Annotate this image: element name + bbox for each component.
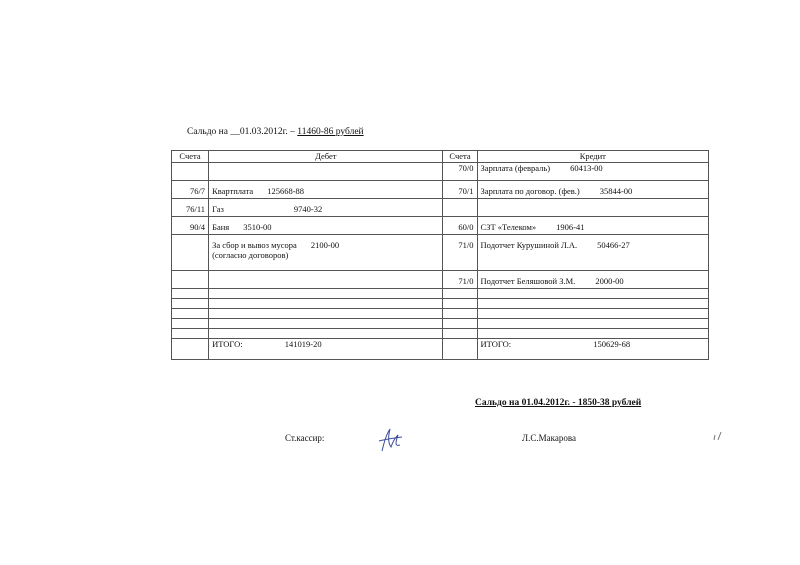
credit-item-name: СЗТ «Телеком»	[480, 222, 537, 232]
credit-cell	[477, 235, 708, 271]
opening-balance	[187, 127, 364, 137]
credit-cell	[477, 271, 708, 289]
credit-cell	[477, 163, 708, 181]
opening-amount: 11460-86 рублей	[297, 127, 364, 137]
table-row	[172, 271, 709, 289]
opening-date: 01.03.2012г. –	[239, 127, 295, 137]
totals-row	[172, 339, 709, 360]
debit-item-amount: 3510-00	[243, 222, 272, 232]
header-debit: Дебет	[209, 151, 443, 163]
table-row	[172, 289, 709, 299]
table-row	[172, 217, 709, 235]
closing-balance: Сальдо на 01.04.2012г. - 1850-38 рублей	[475, 398, 642, 408]
debit-item-amount: 9740-32	[293, 204, 323, 214]
debit-account-cell: 76/11	[172, 199, 209, 217]
credit-item-name: Зарплата по договор. (фев.)	[480, 186, 580, 196]
debit-item-name: Газ	[212, 204, 224, 214]
credit-item-name: Зарплата (февраль)	[480, 163, 551, 173]
debit-total-label: ИТОГО:	[212, 339, 243, 349]
table-row	[172, 309, 709, 319]
debit-item-amount: 125668-88	[267, 186, 305, 196]
credit-account-cell	[443, 199, 477, 217]
debit-item-name: За сбор и вывоз мусора	[212, 240, 297, 250]
credit-total-label: ИТОГО:	[480, 339, 512, 349]
credit-account-cell: 71/0	[443, 235, 477, 271]
table-row	[172, 329, 709, 339]
debit-item-amount: 2100-00	[310, 240, 340, 250]
table-row	[172, 181, 709, 199]
opening-prefix: Сальдо на __	[187, 127, 240, 137]
credit-account-cell: 60/0	[443, 217, 477, 235]
credit-account-cell: 70/0	[443, 163, 477, 181]
credit-item-amount: 50466-27	[597, 240, 630, 250]
signature-name: Л.С.Макарова	[522, 433, 576, 443]
debit-cell	[209, 199, 443, 217]
debit-cell	[209, 181, 443, 199]
credit-total-amount: 150629-68	[593, 339, 631, 349]
debit-total-amount: 141019-20	[284, 339, 322, 349]
header-credit: Кредит	[477, 151, 708, 163]
header-debit-account: Счета	[172, 151, 209, 163]
credit-item-amount: 60413-00	[570, 163, 603, 173]
table-row	[172, 199, 709, 217]
debit-account-cell	[172, 271, 209, 289]
debit-total	[209, 339, 443, 360]
debit-account-cell: 90/4	[172, 217, 209, 235]
credit-item-amount: 2000-00	[595, 276, 624, 286]
debit-item-name: Баня	[212, 222, 230, 232]
debit-item-name: Квартплата	[212, 186, 254, 196]
table-row	[172, 235, 709, 271]
debit-cell	[209, 217, 443, 235]
credit-account-cell: 70/1	[443, 181, 477, 199]
debit-cell	[209, 271, 443, 289]
credit-item-amount: 35844-00	[599, 186, 633, 196]
credit-account-cell: 71/0	[443, 271, 477, 289]
credit-cell	[477, 199, 708, 217]
credit-cell	[477, 181, 708, 199]
debit-account-cell	[172, 163, 209, 181]
header-credit-account: Счета	[443, 151, 477, 163]
ledger-body	[172, 163, 709, 289]
scan-mark	[712, 430, 726, 442]
table-row	[172, 299, 709, 309]
debit-account-cell	[172, 235, 209, 271]
table-row	[172, 319, 709, 329]
credit-item-name: Подотчет Беляшовой З.М.	[480, 276, 576, 286]
debit-account-cell: 76/7	[172, 181, 209, 199]
credit-total	[477, 339, 708, 360]
table-row	[172, 163, 709, 181]
debit-item-note: (согласно договоров)	[212, 250, 289, 260]
credit-item-name: Подотчет Курушиной Л.А.	[480, 240, 578, 250]
handwritten-signature	[376, 425, 404, 455]
debit-cell	[209, 163, 443, 181]
ledger-table	[171, 150, 709, 360]
credit-item-amount: 1906-41	[556, 222, 585, 232]
table-header-row	[172, 151, 709, 163]
signature-title: Ст.кассир:	[285, 433, 325, 443]
debit-cell	[209, 235, 443, 271]
credit-cell	[477, 217, 708, 235]
